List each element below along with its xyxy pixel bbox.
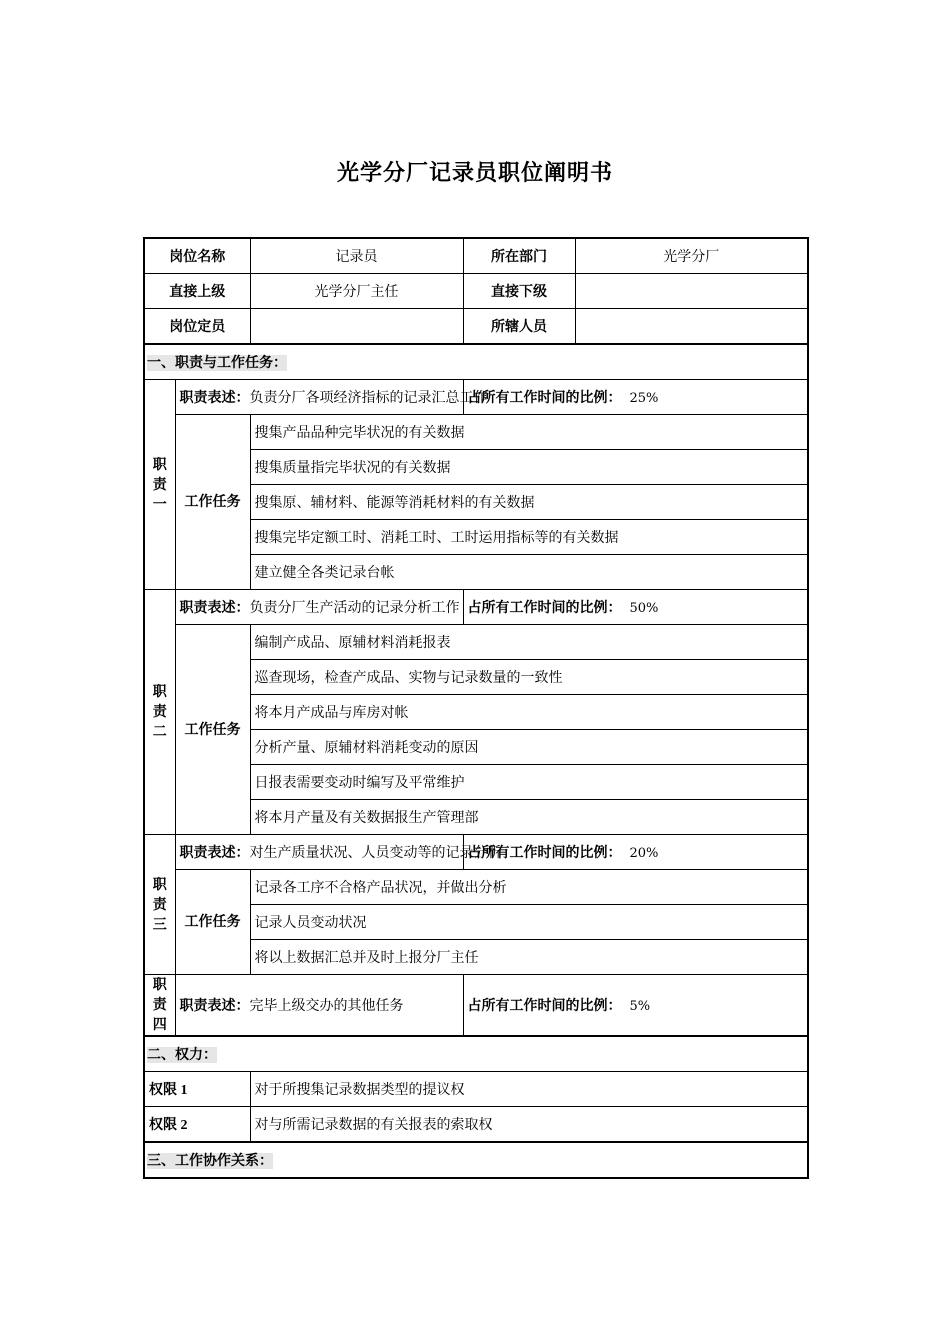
duty-description-label: 职责表述： bbox=[179, 998, 250, 1014]
task-item: 搜集原、辅材料、能源等消耗材料的有关数据 bbox=[250, 485, 808, 520]
permission-row bbox=[144, 1072, 808, 1107]
section-1-heading: 一、职责与工作任务： bbox=[144, 344, 808, 380]
section-2-row bbox=[144, 1036, 808, 1072]
duty-name: 职责三 bbox=[144, 835, 175, 975]
duty-desc-row bbox=[144, 380, 808, 415]
time-ratio bbox=[463, 835, 808, 870]
task-item: 搜集产品品种完毕状况的有关数据 bbox=[250, 415, 808, 450]
document-title: 光学分厂记录员职位阐明书 bbox=[336, 161, 613, 186]
permission-text: 对与所需记录数据的有关报表的索取权 bbox=[250, 1107, 808, 1143]
task-row bbox=[144, 415, 808, 450]
duty-name: 职责二 bbox=[144, 590, 175, 835]
duty-description-label: 职责表述： bbox=[179, 390, 250, 406]
time-ratio-label: 占所有工作时间的比例： bbox=[467, 845, 622, 861]
section-3-heading: 三、工作协作关系： bbox=[144, 1142, 808, 1178]
direct-superior-label: 直接上级 bbox=[144, 274, 250, 309]
time-ratio-value: 25% bbox=[629, 391, 659, 406]
duty-desc-row bbox=[144, 975, 808, 1037]
task-item: 记录各工序不合格产品状况，并做出分析 bbox=[250, 870, 808, 905]
time-ratio-label: 占所有工作时间的比例： bbox=[467, 998, 622, 1014]
department-label: 所在部门 bbox=[463, 238, 575, 274]
duty-name: 职责四 bbox=[144, 975, 175, 1037]
staff-label: 所辖人员 bbox=[463, 309, 575, 345]
task-row bbox=[144, 625, 808, 660]
duties-body bbox=[144, 380, 808, 1037]
time-ratio bbox=[463, 590, 808, 625]
task-item: 将以上数据汇总并及时上报分厂主任 bbox=[250, 940, 808, 975]
section-2-heading: 二、权力： bbox=[144, 1036, 808, 1072]
task-item: 将本月产成品与库房对帐 bbox=[250, 695, 808, 730]
section-3-row bbox=[144, 1142, 808, 1178]
staff-value bbox=[575, 309, 808, 345]
duty-description bbox=[175, 590, 463, 625]
task-row bbox=[144, 870, 808, 905]
task-item: 搜集完毕定额工时、消耗工时、工时运用指标等的有关数据 bbox=[250, 520, 808, 555]
work-task-label: 工作任务 bbox=[175, 625, 250, 835]
duty-name: 职责一 bbox=[144, 380, 175, 590]
duty-description bbox=[175, 835, 502, 870]
task-item: 将本月产量及有关数据报生产管理部 bbox=[250, 800, 808, 835]
duty-desc-row bbox=[144, 590, 808, 625]
time-ratio-value: 20% bbox=[629, 846, 659, 861]
direct-subordinate-label: 直接下级 bbox=[463, 274, 575, 309]
section-1-row bbox=[144, 344, 808, 380]
time-ratio bbox=[463, 975, 808, 1037]
work-task-label: 工作任务 bbox=[175, 870, 250, 975]
header-row-3 bbox=[144, 309, 808, 345]
work-task-label: 工作任务 bbox=[175, 415, 250, 590]
duty-description-text: 对生产质量状况、人员变动等的记录分析 bbox=[249, 845, 502, 861]
task-item: 建立健全各类记录台帐 bbox=[250, 555, 808, 590]
position-quota-label: 岗位定员 bbox=[144, 309, 250, 345]
task-item: 巡查现场，检查产成品、实物与记录数量的一致性 bbox=[250, 660, 808, 695]
duty-desc-row bbox=[144, 835, 808, 870]
permission-row bbox=[144, 1107, 808, 1143]
time-ratio-value: 5% bbox=[629, 999, 651, 1014]
position-quota-value bbox=[250, 309, 463, 345]
permission-label: 权限 1 bbox=[144, 1072, 250, 1107]
task-item: 分析产量、原辅材料消耗变动的原因 bbox=[250, 730, 808, 765]
task-item: 编制产成品、原辅材料消耗报表 bbox=[250, 625, 808, 660]
task-item: 日报表需要变动时编写及平常维护 bbox=[250, 765, 808, 800]
direct-subordinate-value bbox=[575, 274, 808, 309]
duty-description-text: 完毕上级交办的其他任务 bbox=[249, 998, 404, 1014]
department-value: 光学分厂 bbox=[575, 238, 808, 274]
duty-description-label: 职责表述： bbox=[179, 845, 250, 861]
task-item: 搜集质量指完毕状况的有关数据 bbox=[250, 450, 808, 485]
position-name-label: 岗位名称 bbox=[144, 238, 250, 274]
duty-description bbox=[175, 380, 488, 415]
time-ratio bbox=[463, 380, 808, 415]
task-item: 记录人员变动状况 bbox=[250, 905, 808, 940]
job-description-table bbox=[143, 237, 809, 1179]
permission-text: 对于所搜集记录数据类型的提议权 bbox=[250, 1072, 808, 1107]
time-ratio-label: 占所有工作时间的比例： bbox=[467, 390, 622, 406]
permission-label: 权限 2 bbox=[144, 1107, 250, 1143]
duty-description-label: 职责表述： bbox=[179, 600, 250, 616]
header-row-1 bbox=[144, 238, 808, 274]
time-ratio-value: 50% bbox=[629, 601, 659, 616]
direct-superior-value: 光学分厂主任 bbox=[250, 274, 463, 309]
duty-description-text: 负责分厂生产活动的记录分析工作 bbox=[249, 600, 460, 616]
header-row-2 bbox=[144, 274, 808, 309]
duty-description bbox=[175, 975, 463, 1037]
time-ratio-label: 占所有工作时间的比例： bbox=[467, 600, 622, 616]
position-name-value: 记录员 bbox=[250, 238, 463, 274]
duty-description-text: 负责分厂各项经济指标的记录汇总工作 bbox=[249, 390, 488, 406]
